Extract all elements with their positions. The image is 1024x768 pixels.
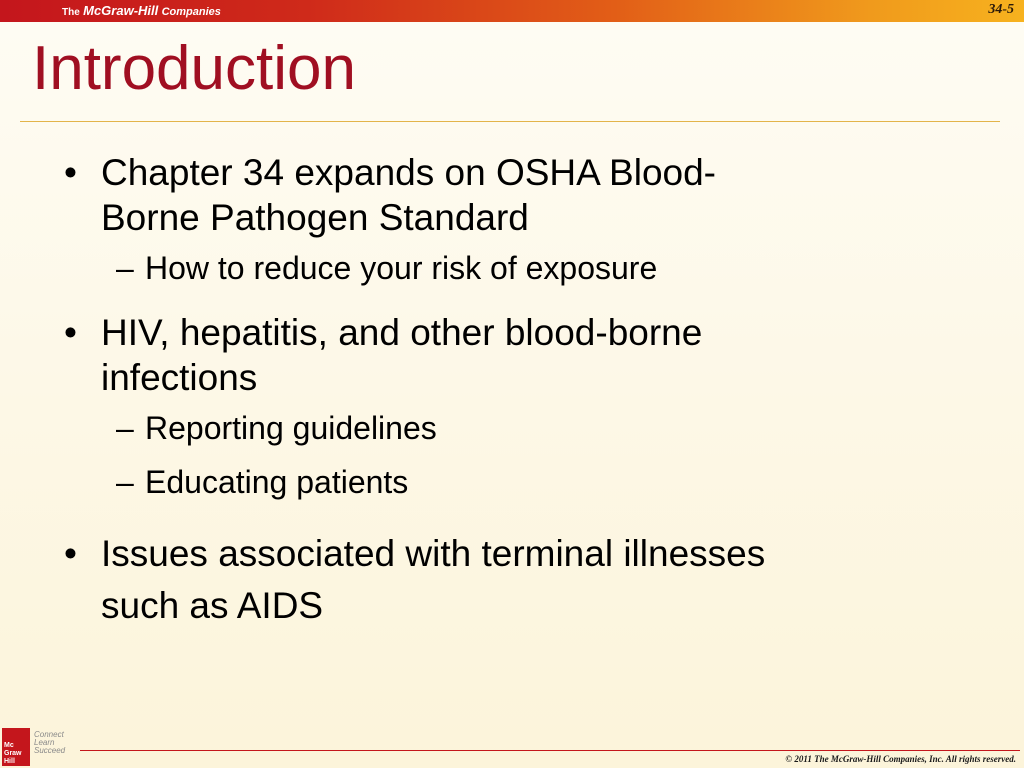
- bullet-dot-icon: •: [64, 312, 77, 353]
- bullet-dot-icon: •: [64, 533, 77, 574]
- sub-bullet-item: [64, 462, 964, 502]
- bullet-text-line: Issues associated with terminal illnesses: [101, 533, 766, 574]
- bullet-item: [64, 310, 964, 400]
- dash-icon: –: [116, 464, 134, 500]
- bullet-text-line: HIV, hepatitis, and other blood-borne: [101, 312, 703, 353]
- bullet-item: [64, 528, 964, 632]
- brand-the: The: [62, 7, 80, 18]
- bullet-dot-icon: •: [64, 152, 77, 193]
- footer-divider: [80, 750, 1020, 751]
- brand-header-bar: [0, 0, 1024, 22]
- sub-bullet-item: [64, 248, 964, 288]
- logo-text: Hill: [4, 758, 15, 765]
- bullet-text-line: such as AIDS: [101, 585, 324, 626]
- sub-bullet-text: How to reduce your risk of exposure: [145, 250, 658, 286]
- sub-bullet-item: [64, 408, 964, 448]
- title-divider: [20, 121, 1000, 122]
- tagline-word: Learn: [34, 738, 55, 747]
- bullet-item: [64, 150, 964, 240]
- dash-icon: –: [116, 250, 134, 286]
- logo-text: Graw: [4, 750, 22, 757]
- logo-text: Mc: [4, 742, 14, 749]
- slide-number: 34-5: [988, 2, 1014, 17]
- brand-wordmark: [62, 3, 221, 18]
- copyright-notice: © 2011 The McGraw-Hill Companies, Inc. All rights reserved.: [785, 754, 1016, 764]
- bullet-list: [64, 150, 964, 632]
- bullet-text-line: infections: [101, 357, 258, 398]
- dash-icon: –: [116, 410, 134, 446]
- bullet-text-line: Borne Pathogen Standard: [101, 197, 529, 238]
- brand-name: McGraw-Hill: [83, 3, 159, 18]
- sub-bullet-text: Educating patients: [145, 464, 409, 500]
- tagline: [34, 731, 65, 755]
- bullet-text-line: Chapter 34 expands on OSHA Blood-: [101, 152, 716, 193]
- mcgraw-hill-logo: [2, 728, 30, 766]
- tagline-word: Connect: [34, 730, 64, 739]
- slide-title: Introduction: [32, 34, 356, 103]
- sub-bullet-text: Reporting guidelines: [145, 410, 437, 446]
- brand-companies: Companies: [161, 6, 221, 18]
- tagline-word: Succeed: [34, 746, 66, 755]
